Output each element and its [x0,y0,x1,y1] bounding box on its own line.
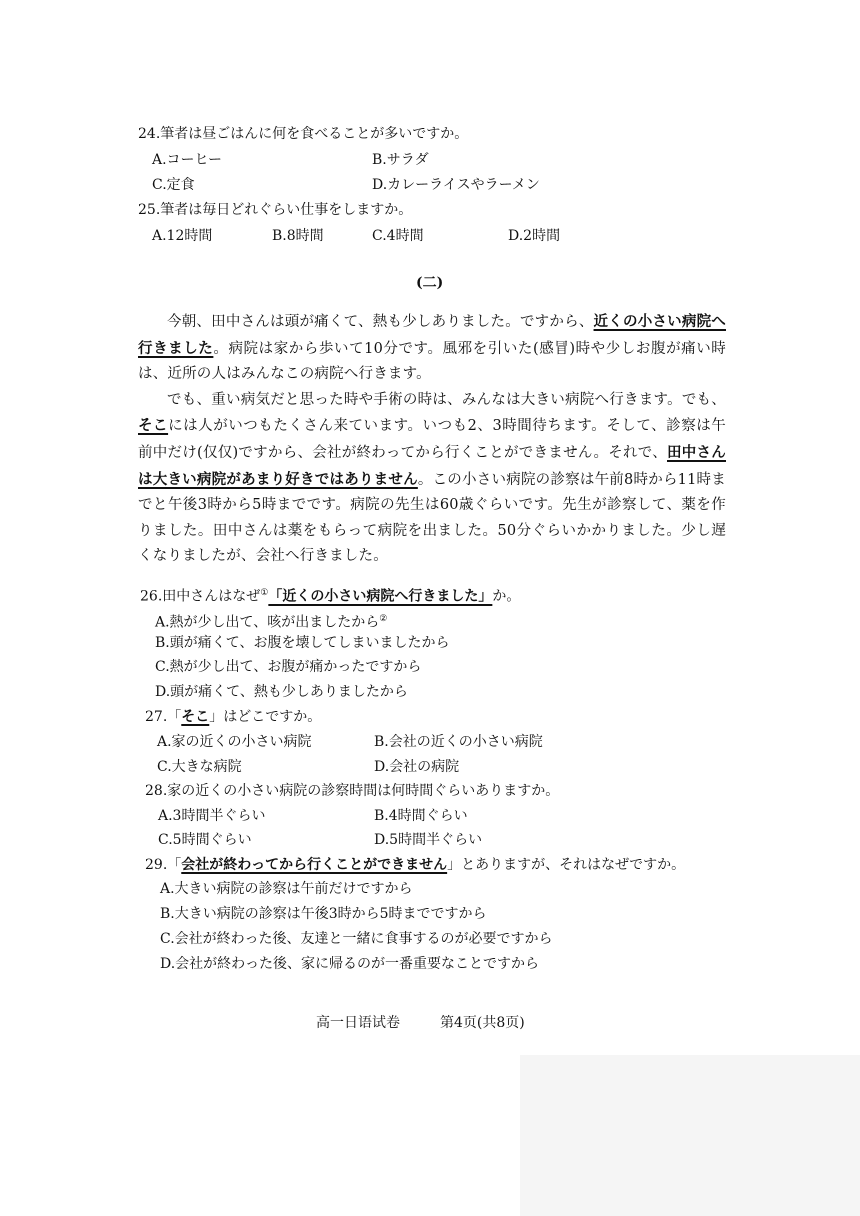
q28-option-d: D.5時間半ぐらい [374,832,483,848]
q24-option-b: B.サラダ [372,152,429,168]
q28-option-c: C.5時間ぐらい [158,832,252,848]
passage-underline-2: そこ [138,417,169,435]
q27-option-b: B.会社の近くの小さい病院 [374,734,543,750]
stem-text: 26.田中さんはなぜ [140,588,261,605]
q26-option-a [155,609,387,633]
q27-option-d: D.会社の病院 [374,759,460,775]
stem-underline: 「近くの小さい病院へ行きました」 [268,588,493,605]
q26-option-b: B.頭が痛くて、お腹を壊してしまいましたから [155,635,450,651]
passage-underline-1: 近くの小さい病院へ行きました [138,313,726,357]
question-25-stem: 25.筆者は毎日どれぐらい仕事をしますか。 [138,202,413,218]
question-28-stem: 28.家の近くの小さい病院の診察時間は何時間ぐらいありますか。 [145,783,560,799]
passage-text: 今朝、田中さんは頭が痛くて、熱も少しありました。ですから、 [167,314,594,330]
stem-underline: そこ [181,709,210,725]
question-26-stem [140,583,520,607]
reading-passage [138,309,726,570]
stem-text: 」とありますが、それはなぜですか。 [447,857,686,873]
passage-underline-3: 田中さんは大きい病院があまり好きではありません [138,443,726,488]
q25-option-a: A.12時間 [152,228,213,244]
question-24-stem: 24.筆者は昼ごはんに何を食べることが多いですか。 [138,126,469,142]
passage-text: 。この小さい病院の診察は午前8時から11時までと午後3時から5時までです。病院の先生は60歳ぐらいです。先生が診察して、薬を作りました。田中さんは薬をもらって病院を出ました。50分ぐらいかかりました。少し遅くなりましたが、会社へ行きました。 [138,471,726,565]
q25-option-c: C.4時間 [372,228,424,244]
q26-option-d: D.頭が痛くて、熱も少しありましたから [155,684,408,700]
option-text: A.熱が少し出て、咳が出ましたから [155,614,380,631]
passage-text: 。病院は家から歩いて10分です。風邪を引いた(感冒)時や少しお腹が痛い時は、近所の人はみんなこの病院へ行きます。 [138,340,726,383]
passage-text: でも、重い病気だと思った時や手術の時は、みんなは大きい病院へ行きます。でも、 [167,391,726,408]
scan-shadow [520,1055,860,1216]
passage-paragraph-1 [138,309,726,388]
q28-option-b: B.4時間ぐらい [374,808,468,824]
section-title: (二) [416,275,444,291]
q29-option-b: B.大きい病院の診察は午後3時から5時までですから [160,906,487,922]
q24-option-c: C.定食 [152,177,195,193]
stem-text: 27.「 [145,709,182,725]
stem-text: 29.「 [145,857,182,873]
stem-text: 」はどこですか。 [209,709,322,725]
footnote-mark: ② [379,614,388,624]
footer-page-number: 第4页(共8页) [440,1015,525,1031]
footnote-mark: ① [260,588,269,598]
q25-option-d: D.2時間 [508,228,561,244]
q25-option-b: B.8時間 [272,228,324,244]
q29-option-c: C.会社が終わった後、友達と一緒に食事するのが必要ですから [160,931,553,947]
q26-option-c: C.熱が少し出て、お腹が痛かったですから [155,659,422,675]
q27-option-c: C.大きな病院 [157,759,242,775]
q29-option-a: A.大きい病院の診察は午前だけですから [160,881,413,897]
q29-option-d: D.会社が終わった後、家に帰るのが一番重要なことですから [160,956,540,972]
q24-option-d: D.カレーライスやラーメン [372,177,540,193]
q24-option-a: A.コーヒー [152,152,223,168]
passage-paragraph-2 [138,388,726,570]
question-29-stem [145,855,685,875]
stem-text: か。 [492,588,521,605]
stem-underline: 会社が終わってから行くことができません [181,857,448,873]
q27-option-a: A.家の近くの小さい病院 [157,734,312,750]
passage-text: には人がいつもたくさん来ています。いつも2、3時間待ちます。そして、診察は午前中だけ(仅仅)ですから、会社が終わってから行くことができません。それで、 [138,418,726,461]
question-27-stem [145,707,321,727]
q28-option-a: A.3時間半ぐらい [158,808,266,824]
footer-title: 高一日语试卷 [316,1015,400,1031]
